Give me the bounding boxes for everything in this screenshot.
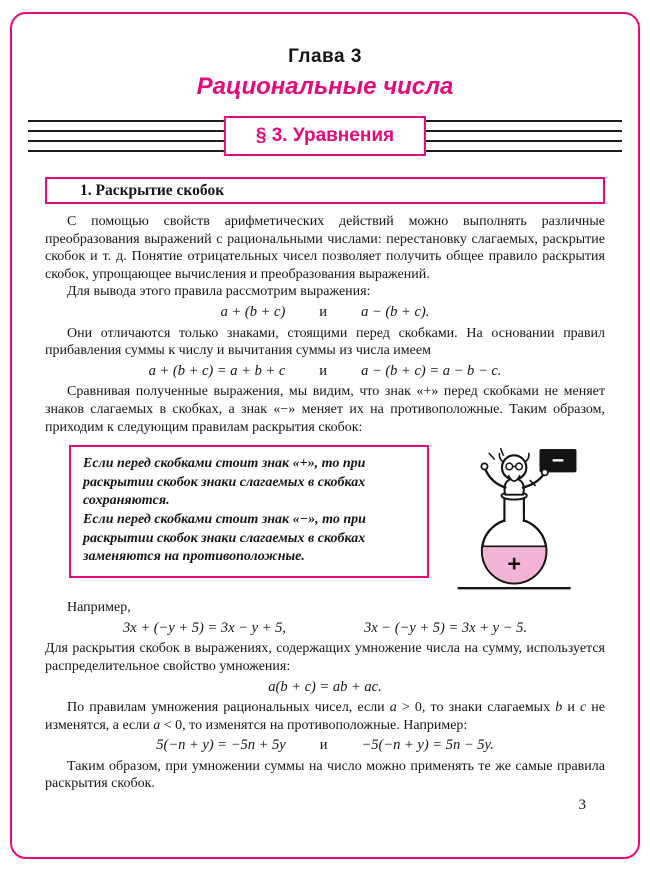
paragraph-1: С помощью свойств арифметических действий можно выполнять различные преобразования выражений с рациональными числами: перестановку слагаемых, раскрытие скобок и т. д. Понятие отрицательных чисел позволяет получить общее правило раскрытия скобок, упрощающее вычисления и преобразования выражений. <box>45 214 605 282</box>
formula-5-right: −5(−n + y) = 5n − 5y. <box>361 737 494 754</box>
subsection-title: 1. Раскрытие скобок <box>45 177 605 204</box>
rule-minus: Если перед скобками стоит знак «−», то при раскрытии скобок знаки слагаемых в скобках заменяются на противоположные. <box>83 511 366 565</box>
section-banner <box>28 114 622 160</box>
paragraph-2: Для вывода этого правила рассмотрим выражения: <box>67 284 371 300</box>
paragraph-5: Например, <box>67 600 131 616</box>
paragraph-4: Сравнивая полученные выражения, мы видим, что знак «+» перед скобками не меняет знаков слагаемых в скобках, а знак «−» меняет их на противоположные. Таким образом, приходим к следующим правилам раскрытия скобок: <box>45 384 605 435</box>
formula-2 <box>45 360 605 384</box>
math-var-c: c <box>579 700 587 716</box>
formula-2-right: a − (b + c) = a − b − c. <box>361 362 502 379</box>
chapter-heading: Глава 3 <box>288 46 362 67</box>
paragraph-7-text: По правилам умножения рациональных чисел, если <box>67 700 390 716</box>
wizard-left-hand <box>481 463 487 469</box>
paragraph-3: Они отличаются только знаками, стоящими перед скобками. На основании правил прибавления суммы к числу и вычитания суммы из числа имеем <box>45 325 605 359</box>
paragraph-8: Таким образом, при умножении суммы на число можно применять те же самые правила раскрытия скобок. <box>45 758 605 792</box>
formula-5-left: 5(−n + y) = −5n + 5y <box>156 737 286 754</box>
paragraph-7: По правилам умножения рациональных чисел, если a > 0, то знаки слагаемых b и c не изменятся, а если a < 0, то изменятся на противоположные. Например: <box>45 700 605 733</box>
formula-4 <box>45 676 605 700</box>
formula-5 <box>45 734 605 758</box>
wizard-flask-illustration <box>435 445 605 595</box>
formula-2-conjunction: и <box>319 362 328 379</box>
plus-sign-label: + <box>507 550 521 577</box>
wizard-flask-drawing <box>439 447 601 595</box>
wizard-hair <box>499 453 502 462</box>
rules-box <box>69 445 429 578</box>
page-number: 3 <box>578 797 586 813</box>
formula-5-conjunction: и <box>319 737 328 754</box>
formula-3-right: 3x − (−y + 5) = 3x + y − 5. <box>363 619 527 636</box>
rules-section <box>69 445 605 595</box>
formula-1-right: a − (b + c). <box>361 303 430 320</box>
formula-3 <box>45 617 605 641</box>
formula-3-left: 3x + (−y + 5) = 3x − y + 5, <box>123 619 286 636</box>
formula-1-conjunction: и <box>319 303 328 320</box>
rule-plus: Если перед скобками стоит знак «+», то при раскрытии скобок знаки слагаемых в скобках сохраняются. <box>83 456 366 509</box>
formula-4-expression: a(b + c) = ab + ac. <box>268 678 382 695</box>
paragraph-6: Для раскрытия скобок в выражениях, содержащих умножение числа на сумму, используется распределительное свойство умножения: <box>45 641 605 674</box>
formula-2-left: a + (b + c) = a + b + c <box>148 362 286 379</box>
chapter-title: Рациональные числа <box>196 73 454 100</box>
wizard-right-hand <box>542 469 548 475</box>
math-var-a: a <box>389 700 397 716</box>
math-var-a: a <box>153 717 161 733</box>
section-title: § 3. Уравнения <box>224 116 426 156</box>
minus-sign-label: − <box>551 448 565 473</box>
wizard-right-arm <box>522 473 544 488</box>
math-var-b: b <box>555 700 563 716</box>
formula-1-left: a + (b + c) <box>220 303 286 320</box>
formula-1 <box>45 301 605 325</box>
body-text <box>45 213 605 793</box>
